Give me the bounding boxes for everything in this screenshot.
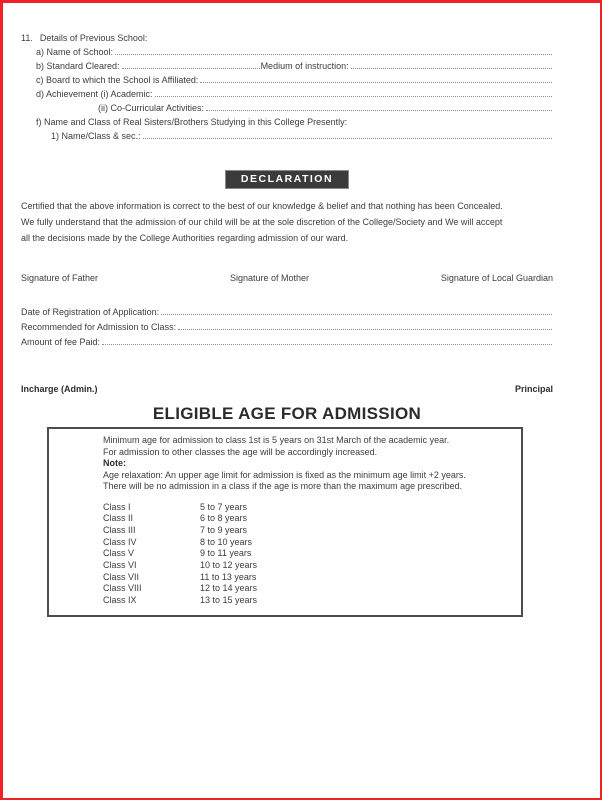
achievement-academic-fill-line [155,96,552,97]
medium-of-instruction-label: Medium of instruction: [260,61,349,71]
field-row-cocurricular [98,99,553,113]
standard-cleared-fill-line [122,68,260,69]
age-range-cell: 12 to 14 years [200,583,258,594]
field-row-siblings-heading [36,113,553,127]
page-content [3,3,600,617]
age-table-row [103,525,511,537]
age-table-row [103,502,511,514]
fee-paid-label: Amount of fee Paid: [21,337,101,347]
item-number: 11. [21,33,33,43]
declaration-title: DECLARATION [225,170,349,189]
age-range-cell: 6 to 8 years [200,513,248,524]
age-table-row [103,513,511,525]
recommended-class-label: Recommended for Admission to Class: [21,322,177,332]
age-note-line-1: Age relaxation: An upper age limit for admission is fixed as the minimum age limit +2 years. [103,469,466,480]
age-class-cell: Class VI [103,560,137,571]
field-row-standard-cleared [36,57,553,71]
age-table-row [103,595,511,607]
declaration-line-1: Certified that the above information is correct to the best of our knowledge & belief and that nothing has been Concealed. [21,201,503,211]
age-range-cell: 8 to 10 years [200,536,253,547]
signature-father-label: Signature of Father [21,273,99,283]
field-row-sibling-name-class [51,127,553,141]
age-class-cell: Class II [103,513,134,524]
age-class-cell: Class IX [103,595,137,606]
age-range-cell: 5 to 7 years [200,501,248,512]
achievement-academic-label: d) Achievement (i) Academic: [36,89,153,99]
field-row-fee-paid [21,332,553,347]
declaration-badge-wrap [21,170,553,186]
sibling-name-class-label: 1) Name/Class & sec.: [51,131,141,141]
age-table-row [103,560,511,572]
age-class-cell: Class V [103,548,135,559]
field-row-achievement-academic [36,85,553,99]
age-range-cell: 7 to 9 years [200,524,248,535]
eligible-age-heading: ELIGIBLE AGE FOR ADMISSION [152,404,422,423]
board-affiliated-label: c) Board to which the School is Affiliated: [36,75,199,85]
age-intro-line-1: Minimum age for admission to class 1st is 5 years on 31st March of the academic year. [103,435,450,445]
age-class-cell: Class I [103,501,131,512]
declaration-paragraph [21,198,553,246]
principal-label: Principal [514,384,553,394]
section-title: Details of Previous School: [39,33,148,43]
medium-of-instruction-fill-line [351,68,552,69]
cocurricular-label: (ii) Co-Curricular Activities: [98,103,205,113]
signature-mother-label: Signature of Mother [229,273,309,283]
age-range-cell: 13 to 15 years [200,595,258,606]
age-note-label: Note: [103,458,126,468]
signature-row [21,273,553,285]
name-of-school-fill-line [115,54,552,55]
age-class-cell: Class IV [103,536,137,547]
board-affiliated-fill-line [200,82,552,83]
age-range-cell: 9 to 11 years [200,548,252,559]
age-class-cell: Class III [103,524,136,535]
field-row-registration-date [21,302,553,317]
previous-school-heading-row [21,29,553,43]
age-intro-line-2: For admission to other classes the age will be accordingly increased. [103,446,378,457]
office-use-section [21,302,553,347]
registration-date-label: Date of Registration of Application: [21,307,160,317]
field-row-recommended-class [21,317,553,332]
officials-row [21,384,553,396]
field-row-name-of-school [36,43,553,57]
recommended-class-fill-line [178,329,552,330]
age-table [103,502,511,607]
declaration-line-2: We fully understand that the admission of our child will be at the sole discretion of the College/Society and We will accept [21,217,503,227]
name-of-school-label: a) Name of School: [36,47,114,57]
sibling-name-class-fill-line [143,138,552,139]
declaration-line-3: all the decisions made by the College Authorities regarding admission of our ward. [21,233,349,243]
siblings-heading-label: f) Name and Class of Real Sisters/Brothers Studying in this College Presently: [36,117,348,127]
age-table-row [103,583,511,595]
registration-date-fill-line [161,314,552,315]
cocurricular-fill-line [206,110,552,111]
age-note-line-2: There will be no admission in a class if the age is more than the maximum age prescribed. [103,481,463,491]
age-table-row [103,548,511,560]
signature-guardian-label: Signature of Local Guardian [440,273,553,283]
standard-cleared-label: b) Standard Cleared: [36,61,120,71]
age-range-cell: 10 to 12 years [200,560,258,571]
eligible-age-box [47,427,523,617]
fee-paid-fill-line [102,344,552,345]
age-range-cell: 11 to 13 years [200,571,257,582]
field-row-board-affiliated [36,71,553,85]
age-class-cell: Class VII [103,571,140,582]
age-table-row [103,537,511,549]
incharge-admin-label: Incharge (Admin.) [21,384,98,394]
age-class-cell: Class VIII [103,583,142,594]
age-table-row [103,572,511,584]
